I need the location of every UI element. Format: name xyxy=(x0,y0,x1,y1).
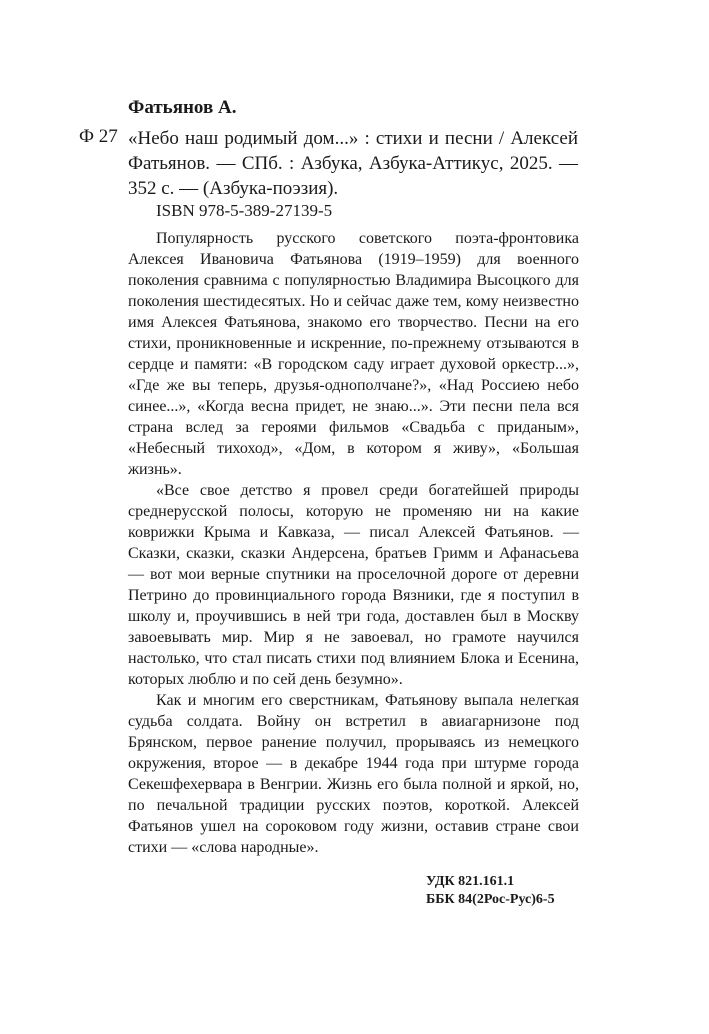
annotation xyxy=(128,228,579,858)
bbk-code: ББК 84(2Рос-Рус)6-5 xyxy=(426,892,555,907)
annotation-paragraph: Как и многим его сверстникам, Фатьянову выпала нелегкая судьба солдата. Войну он встретил в авиагарнизоне под Брянском, первое ранение получил, прорываясь из немецкого окружения, второе — в декабре 1944 года при штурме города Секешфехервара в Венгрии. Жизнь его была полной и яркой, но, по печальной традиции русских поэтов, короткой. Алексей Фатьянов ушел на сороковом году жизни, оставив стране свои стихи — «слова народные». xyxy=(128,692,579,856)
annotation-paragraph: «Все свое детство я провел среди богатейшей природы среднерусской полосы, которую не променяю ни на какие коврижки Крыма и Кавказа, — писал Алексей Фатьянов. — Сказки, сказки, сказки Андерсена, братьев Гримм и Афанасьева — вот мои верные спутники на проселочной дороге от деревни Петрино до провинциального города Вязники, где я поступил в школу и, проучившись в ней три года, доставлен был в Москву завоевывать мир. Мир я не завоевал, но грамоте научился настолько, что стал писать стихи под влиянием Блока и Есенина, которых люблю и по сей день безумно». xyxy=(128,482,579,688)
isbn: ISBN 978-5-389-27139-5 xyxy=(156,201,333,220)
annotation-paragraph: Популярность русского советского поэта-фронтовика Алексея Ивановича Фатьянова (1919–1959) для военного поколения сравнима с популярностью Владимира Высоцкого для поколения шестидесятых. Но и сейчас даже тем, кому неизвестно имя Алексея Фатьянова, знакомо его творчество. Песни на его стихи, проникновенные и искренние, по-прежнему отзываются в сердце и памяти: «В городском саду играет духовой оркестр...», «Где же вы теперь, друзья-однополчане?», «Над Россиею небо синее...», «Когда весна придет, не знаю...». Эти песни пела вся страна вслед за героями фильмов «Свадьба с приданым», «Небесный тихоход», «Дом, в котором я живу», «Большая жизнь». xyxy=(128,230,579,478)
index-code: Ф 27 xyxy=(79,126,118,147)
udk-code: УДК 821.161.1 xyxy=(426,874,515,889)
classification-block xyxy=(426,873,555,909)
author-heading: Фатьянов А. xyxy=(128,97,237,118)
bibliographic-description: «Небо наш родимый дом...» : стихи и песни / Алексей Фатьянов. — СПб. : Азбука, Азбука-Аттикус, 2025. — 352 с. — (Азбука-поэзия). xyxy=(128,128,578,199)
